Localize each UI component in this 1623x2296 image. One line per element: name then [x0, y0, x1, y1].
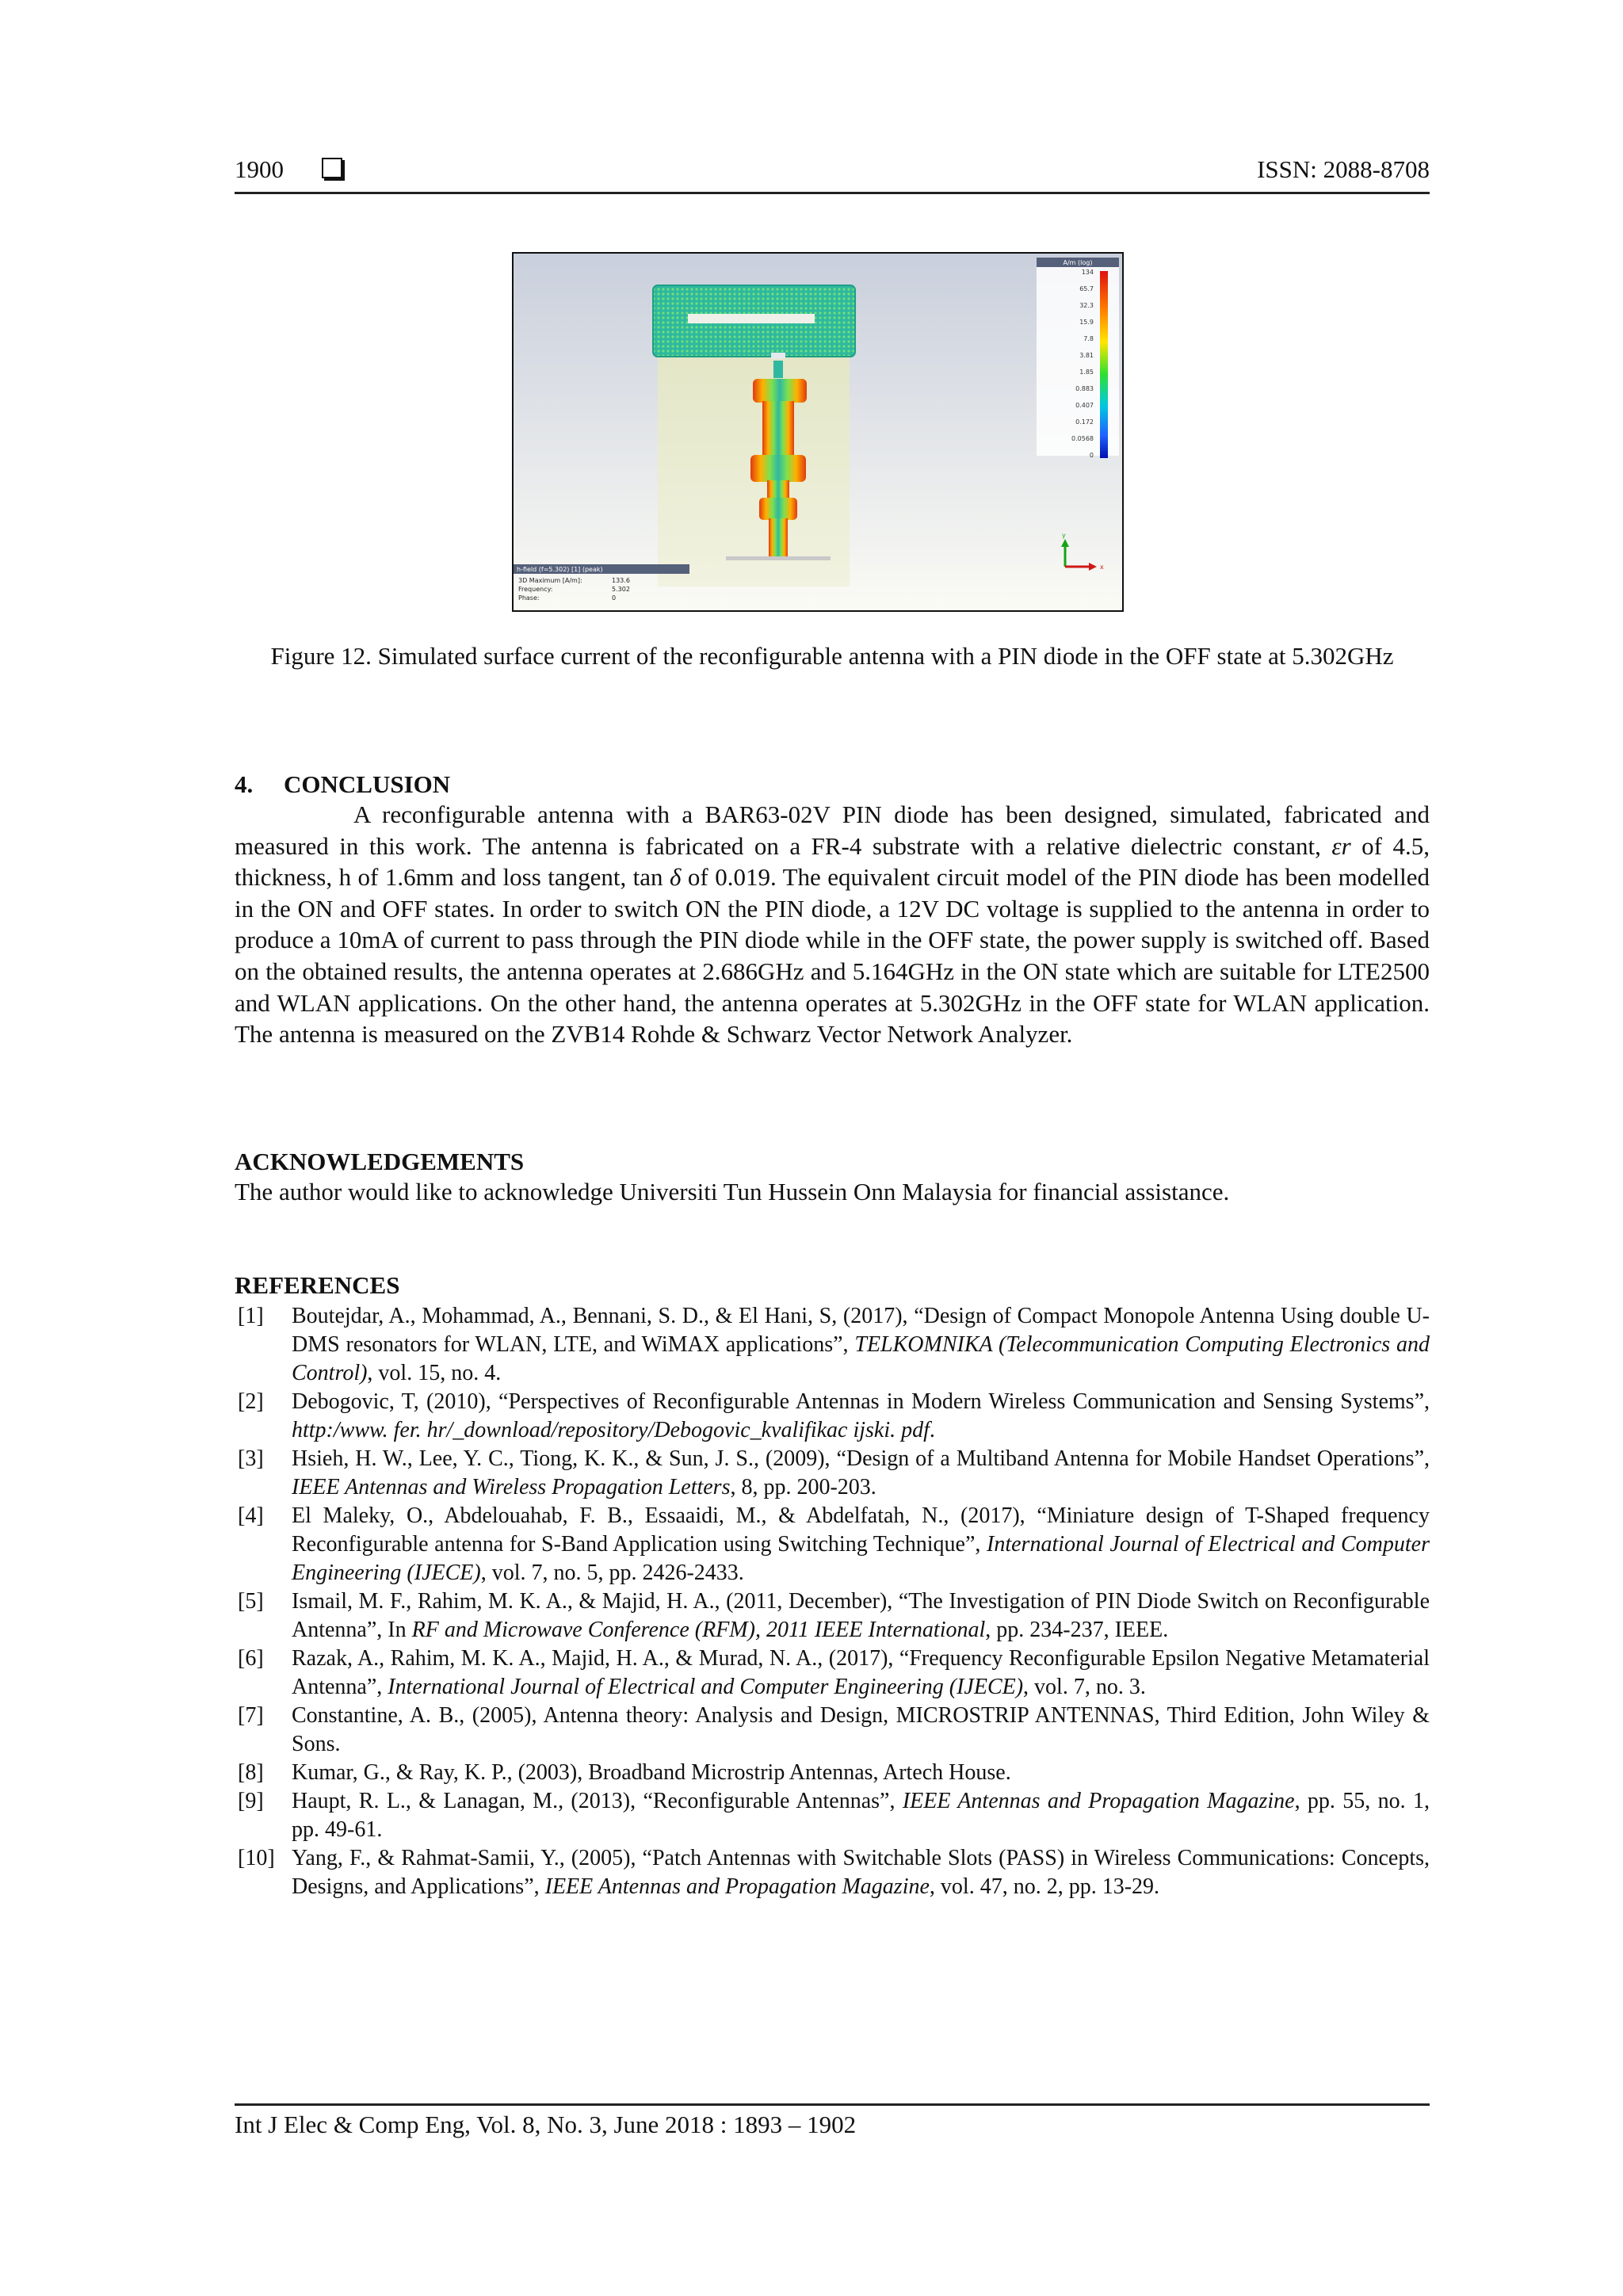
stem-section-2 — [762, 401, 794, 457]
legend-tick: 1.85 — [1079, 369, 1094, 376]
conclusion-text-2: of 4.5, thickness, h of 1.6mm and loss tangent, tan — [235, 831, 1430, 892]
legend-tick: 0.407 — [1075, 402, 1094, 409]
stem-section-1 — [753, 379, 807, 403]
square-bullet-icon — [322, 158, 342, 178]
info-value: 133.6 — [612, 577, 630, 584]
legend-title: A/m (log) — [1063, 259, 1093, 266]
axis-x-label: x — [1100, 563, 1104, 571]
delta-symbol: δ — [670, 863, 682, 892]
running-footer: Int J Elec & Comp Eng, Vol. 8, No. 3, June 2018 : 1893 – 1902 — [235, 2111, 857, 2138]
info-label: 3D Maximum [A/m]: — [518, 577, 582, 584]
reference-item: [2] Debogovic, T, (2010), “Perspectives of Reconfigurable Antennas in Modern Wireless Communication and Sensing Systems”, http:/www. fer. hr/_download/repository/Debogovic_kvalifikac ijski. pdf. — [238, 1389, 1430, 1442]
reference-item: [6] Razak, A., Rahim, M. K. A., Majid, H. A., & Murad, N. A., (2017), “Frequency Reconfigurable Epsilon Negative Metamaterial Antenna”, International Journal of Electrical and Computer Engineering (IJECE), vol. 7, no. 3. — [238, 1646, 1430, 1699]
legend-tick: 134 — [1081, 269, 1094, 276]
legend-tick: 15.9 — [1079, 319, 1094, 326]
issn: ISSN: 2088-8708 — [1257, 155, 1430, 183]
reference-item: [1] Boutejdar, A., Mohammad, A., Bennani, S. D., & El Hani, S, (2017), “Design of Compact Monopole Antenna Using double U-DMS resonators for WLAN, LTE, and WiMAX applications”, TELKOMNIKA (Telecommunication Computing Electronics and Control), vol. 15, no. 4. — [238, 1304, 1430, 1385]
legend-tick: 32.3 — [1079, 302, 1094, 309]
info-label: Phase: — [518, 594, 540, 602]
acknowledgements-text: The author would like to acknowledge Universiti Tun Hussein Onn Malaysia for financial assistance. — [235, 1178, 1230, 1205]
conclusion-text-1: A reconfigurable antenna with a BAR63-02V PIN diode has been designed, simulated, fabricated and measured in this work. The antenna is fabricated on a FR-4 substrate with a relative dielectric constant, — [235, 800, 1430, 860]
axis-y-label: y — [1062, 532, 1066, 539]
reference-item: [9] Haupt, R. L., & Lanagan, M., (2013), “Reconfigurable Antennas”, IEEE Antennas and Propagation Magazine, pp. 55, no. 1, pp. 49-61. — [238, 1789, 1430, 1842]
reference-item: [8] Kumar, G., & Ray, K. P., (2003), Broadband Microstrip Antennas, Artech House. — [238, 1760, 1011, 1785]
running-header — [235, 155, 1430, 194]
figure-caption: Figure 12. Simulated surface current of the reconfigurable antenna with a PIN diode in the OFF state at 5.302GHz — [270, 642, 1394, 670]
reference-item: [5] Ismail, M. F., Rahim, M. K. A., & Majid, H. A., (2011, December), “The Investigation of PIN Diode Switch on Reconfigurable Antenna”, In RF and Microwave Conference (RFM), 2011 IEEE International, pp. 234-237, IEEE. — [238, 1589, 1430, 1642]
legend-tick: 65.7 — [1079, 285, 1094, 292]
legend-tick: 3.81 — [1079, 352, 1094, 359]
info-value: 0 — [612, 594, 617, 602]
legend-tick: 7.8 — [1083, 335, 1094, 342]
legend-tick: 0.0568 — [1071, 435, 1094, 442]
references-heading: REFERENCES — [235, 1271, 400, 1299]
color-scale-bar — [1100, 271, 1108, 458]
conclusion-heading: 4. CONCLUSION — [235, 770, 451, 798]
conclusion-text-3: of 0.019. The equivalent circuit model of the PIN diode has been modelled in the ON and OFF states. In order to switch ON the PIN diode, a 12V DC voltage is supplied to the antenna in order to produce a 10mA of current to pass through the PIN diode while in the OFF state, the power supply is switched off. Based on the obtained results, the antenna operates at 2.686GHz and 5.164GHz in the ON state which are suitable for LTE2500 and WLAN applications. On the other hand, the antenna operates at 5.302GHz in the OFF state for WLAN application. The antenna is measured on the ZVB14 Rohde & Schwarz Vector Network Analyzer. — [235, 863, 1430, 1049]
epsilon-symbol: εr — [1331, 831, 1351, 860]
surface-current-plot — [514, 254, 1122, 610]
page-number: 1900 — [235, 155, 284, 183]
stem-section-3 — [750, 455, 806, 482]
reference-item: [4] El Maleky, O., Abdelouahab, F. B., Essaaidi, M., & Abdelfatah, N., (2017), “Miniature design of T-Shaped frequency Reconfigurable antenna for S-Band Application using Switching Technique”, International Journal of Electrical and Computer Engineering (IJECE), vol. 7, no. 5, pp. 2426-2433. — [238, 1503, 1430, 1585]
reference-list — [235, 1302, 1430, 1901]
legend-tick: 0.172 — [1075, 418, 1094, 426]
acknowledgements-heading: ACKNOWLEDGEMENTS — [235, 1148, 525, 1175]
reference-item: [10] Yang, F., & Rahmat-Samii, Y., (2005), “Patch Antennas with Switchable Slots (PASS) in Wireless Communications: Concepts, Designs, and Applications”, IEEE Antennas and Propagation Magazine, vol. 47, no. 2, pp. 13-29. — [238, 1846, 1430, 1899]
figure-12-image — [512, 252, 1124, 612]
info-label: Frequency: — [518, 586, 553, 593]
reference-item: [7] Constantine, A. B., (2005), Antenna theory: Analysis and Design, MICROSTRIP ANTENNAS, Third Edition, John Wiley & Sons. — [238, 1703, 1430, 1756]
conclusion-paragraph — [235, 799, 1430, 1050]
legend-tick: 0 — [1089, 452, 1094, 459]
info-value: 5.302 — [612, 586, 630, 593]
reference-item: [3] Hsieh, H. W., Lee, Y. C., Tiong, K. K., & Sun, J. S., (2009), “Design of a Multiband Antenna for Mobile Handset Operations”, IEEE Antennas and Wireless Propagation Letters, 8, pp. 200-203. — [238, 1446, 1430, 1499]
footer-rule — [235, 2103, 1430, 2106]
legend-tick: 0.883 — [1075, 385, 1094, 392]
info-title: h-field (f=5.302) [1] (peak) — [517, 566, 603, 573]
